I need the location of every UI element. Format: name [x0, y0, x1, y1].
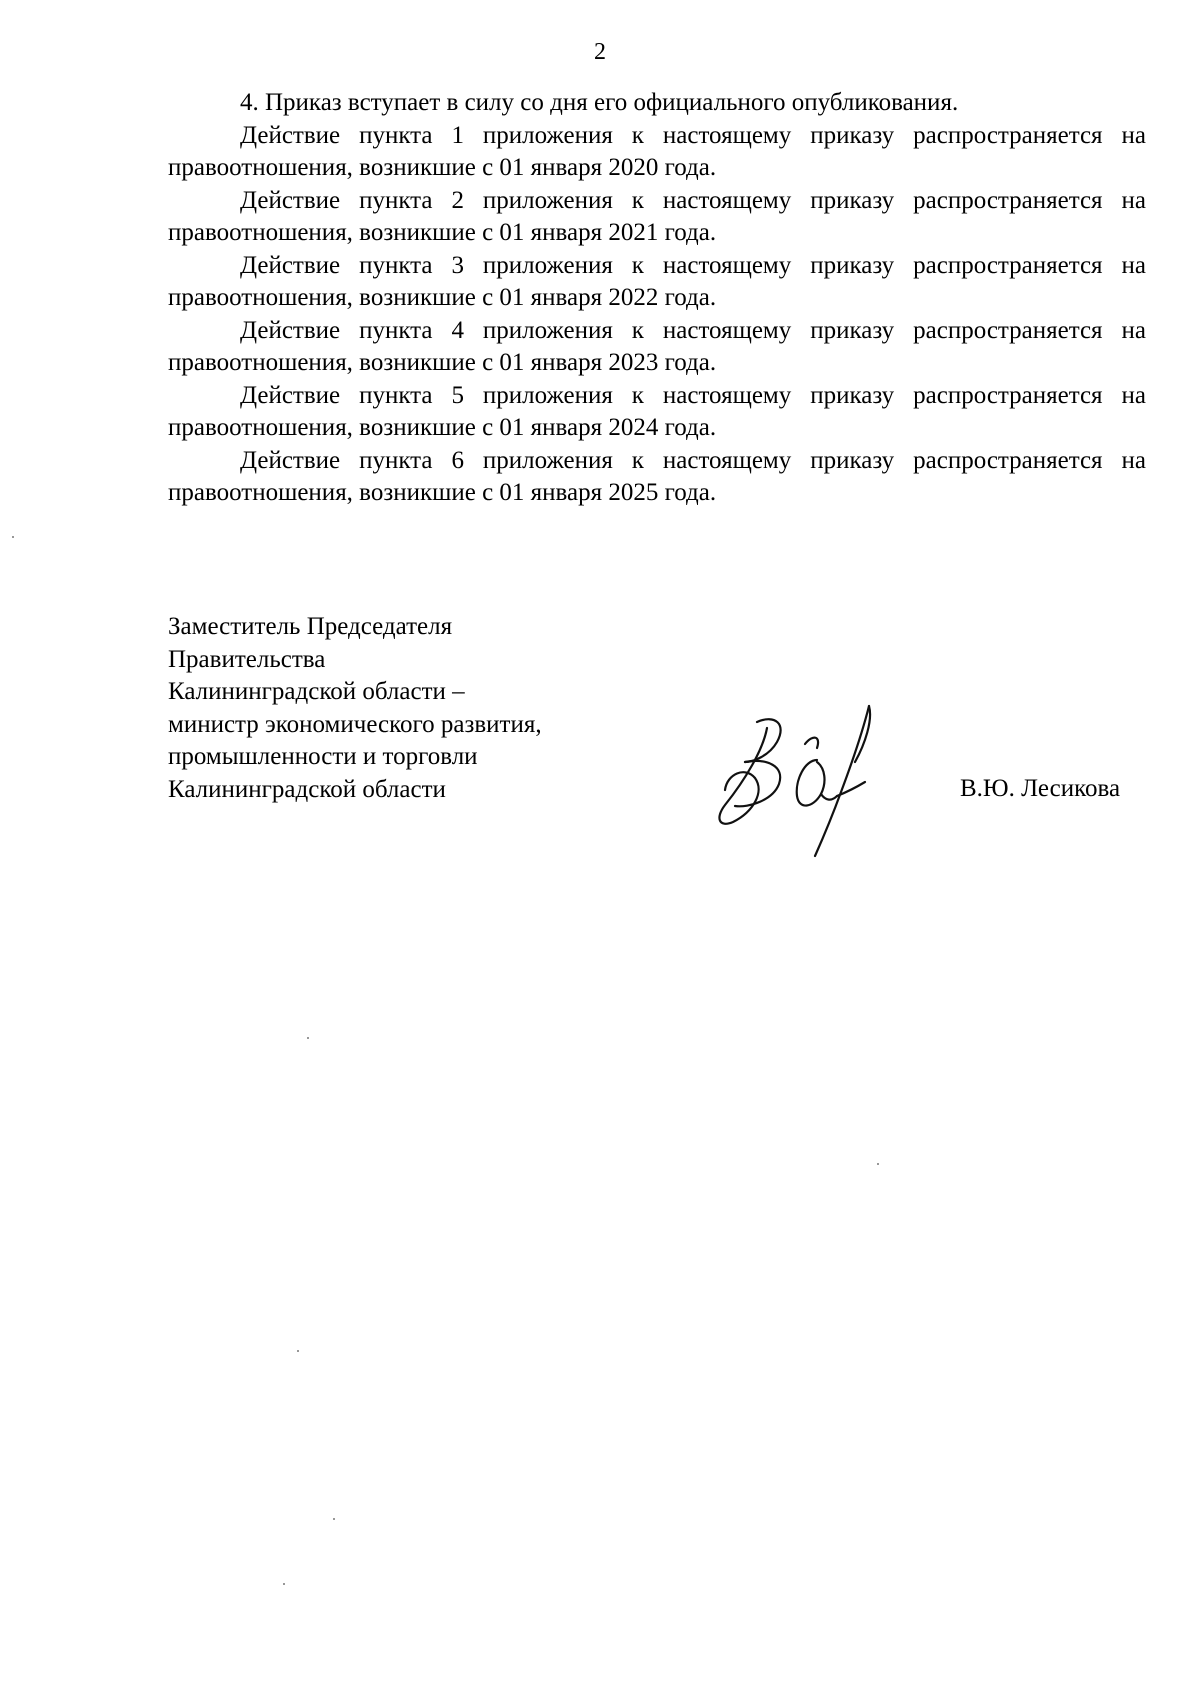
scan-speck	[877, 1163, 879, 1165]
scan-speck	[333, 1518, 335, 1520]
document-body	[168, 87, 1146, 510]
scan-speck	[283, 1583, 285, 1585]
paragraph-entry-into-force: 4. Приказ вступает в силу со дня его официального опубликования.	[240, 89, 959, 116]
page-number: 2	[594, 39, 606, 65]
paragraph-clause-5: Действие пункта 5 приложения к настоящему приказу распространяется на правоотношения, возникшие с 01 января 2024 года.	[168, 381, 1146, 441]
position-line: промышленности и торговли	[168, 743, 478, 770]
position-line: министр экономического развития,	[168, 710, 542, 738]
position-line: Правительства	[168, 645, 326, 673]
paragraph-clause-4: Действие пункта 4 приложения к настоящему приказу распространяется на правоотношения, возникшие с 01 января 2023 года.	[168, 316, 1146, 376]
scan-speck	[307, 1037, 309, 1039]
position-line: Заместитель Председателя	[168, 613, 453, 640]
scan-speck	[12, 536, 14, 538]
paragraph-clause-3: Действие пункта 3 приложения к настоящему приказу распространяется на правоотношения, возникшие с 01 января 2022 года.	[168, 251, 1146, 311]
paragraph-clause-1: Действие пункта 1 приложения к настоящему приказу распространяется на правоотношения, возникшие с 01 января 2020 года.	[168, 121, 1146, 181]
signatory-position	[168, 611, 668, 806]
signer-name: В.Ю. Лесикова	[960, 775, 1121, 802]
handwritten-signature-icon	[705, 700, 895, 860]
position-line: Калининградской области	[168, 775, 446, 803]
position-line: Калининградской области –	[168, 678, 465, 705]
paragraph-clause-6: Действие пункта 6 приложения к настоящему приказу распространяется на правоотношения, возникшие с 01 января 2025 года.	[168, 446, 1146, 506]
paragraph-clause-2: Действие пункта 2 приложения к настоящему приказу распространяется на правоотношения, возникшие с 01 января 2021 года.	[168, 186, 1146, 246]
scan-speck	[297, 1350, 299, 1352]
